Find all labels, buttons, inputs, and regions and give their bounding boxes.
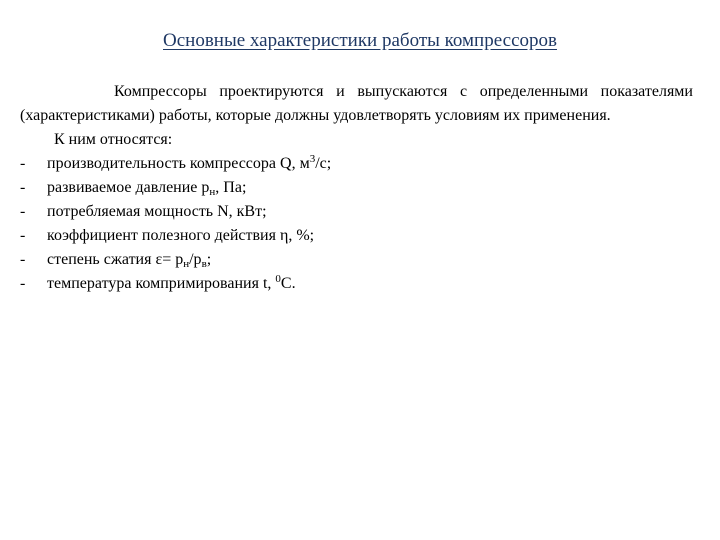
slide-body: [20, 80, 693, 296]
list-item-temperature: [20, 272, 693, 296]
bullet-dash: -: [20, 227, 26, 244]
item-text: коэффициент полезного действия η, %;: [47, 227, 315, 244]
item-subscript: н: [183, 258, 190, 270]
slide-title: Основные характеристики работы компрессоров: [163, 30, 557, 51]
list-item-efficiency: [20, 224, 693, 248]
item-text: потребляемая мощность N, кВт;: [47, 203, 267, 220]
item-tail: С.: [280, 275, 296, 292]
intro-paragraph: Компрессоры проектируются и выпускаются с определенными показателями (характеристиками) работы, которые должны удовлетворять условиям их применения.: [20, 83, 693, 124]
list-intro: К ним относятся:: [54, 131, 173, 148]
item-superscript: 0: [275, 273, 281, 285]
list-item-pressure: [20, 176, 693, 200]
bullet-dash: -: [20, 179, 26, 196]
item-text: развиваемое давление р: [47, 179, 210, 196]
bullet-dash: -: [20, 251, 26, 268]
item-tail: /с;: [315, 155, 332, 172]
characteristics-list: [20, 152, 693, 296]
item-text: степень сжатия ε= р: [47, 251, 184, 268]
item-text: производительность компрессора Q, м: [47, 155, 310, 172]
item-text: температура компримирования t,: [47, 275, 276, 292]
bullet-dash: -: [20, 275, 26, 292]
item-subscript: в: [201, 258, 207, 270]
item-superscript: 3: [309, 153, 316, 165]
list-item-compression-ratio: [20, 248, 693, 272]
bullet-dash: -: [20, 203, 26, 220]
item-subscript: н: [209, 186, 216, 198]
bullet-dash: -: [20, 155, 26, 172]
list-item-capacity: [20, 152, 693, 176]
item-tail: , Па;: [215, 179, 247, 196]
list-item-power: [20, 200, 693, 224]
item-middle: /р: [189, 251, 202, 268]
item-tail: ;: [206, 251, 212, 268]
